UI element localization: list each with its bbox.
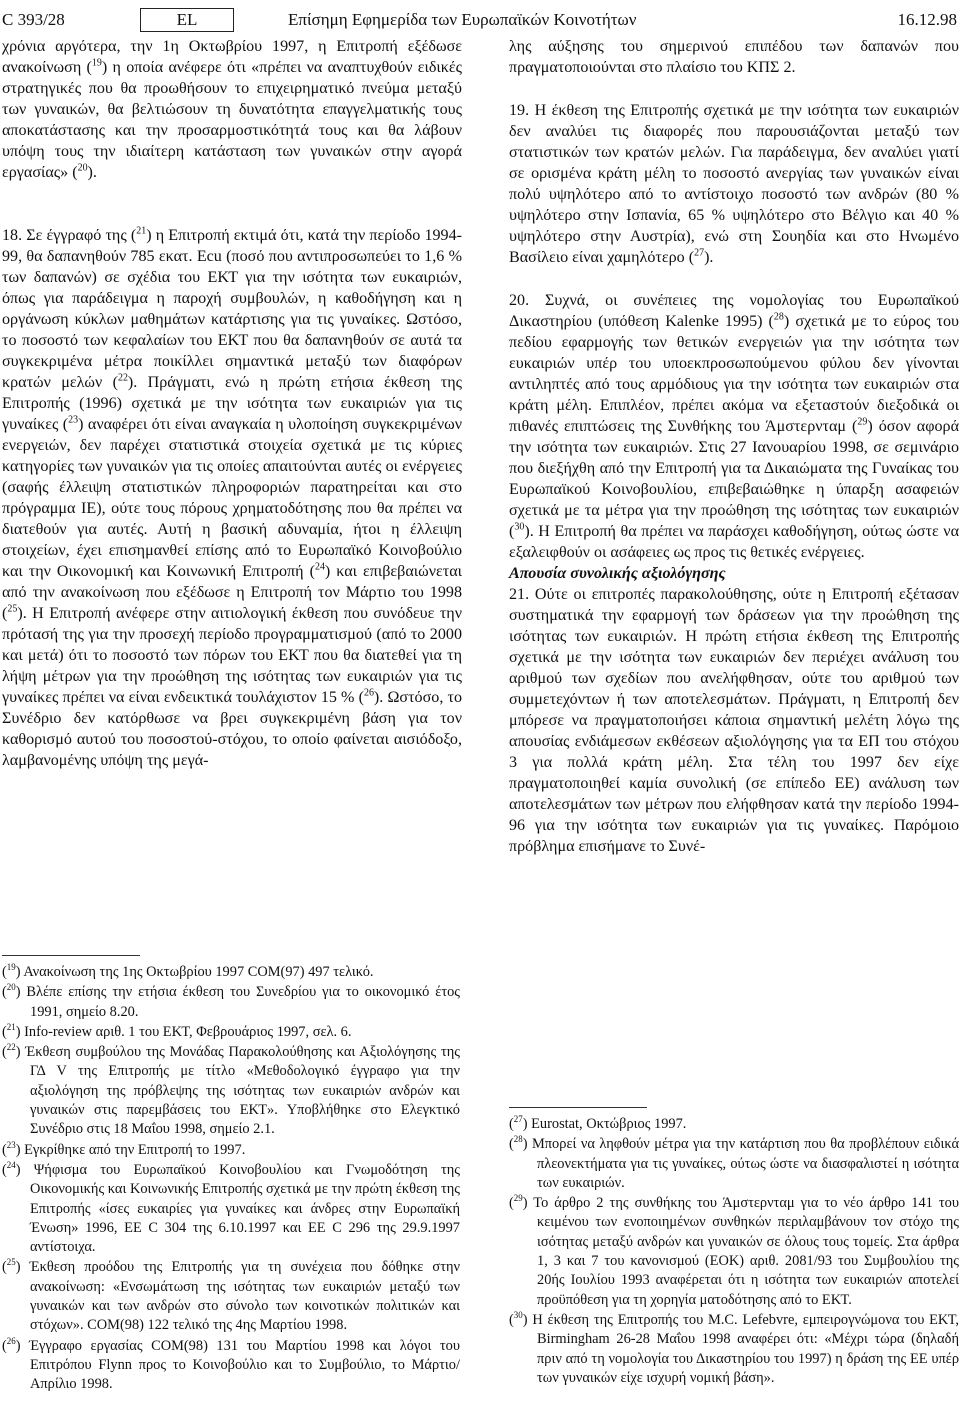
footnote: ($^{27}$) Eurostat, Οκτώβριος 1997. bbox=[509, 1114, 687, 1132]
footnote: ($^{25}$) Έκθεση προόδου της Επιτροπής για τη συνέχεια που δόθηκε στην ανακοίνωση: «Ενσωμάτωση της ισότητας των ευκαιριών μεταξύ των γυναικών και των ανδρών στο σύνολο των κοινοτικών πολιτικών και στόχων». COM(98) 122 τελικό της 4ης Μαρτίου 1998. bbox=[2, 1257, 461, 1334]
footnote-text: Εγκρίθηκε από την Επιτροπή το 1997. bbox=[24, 1141, 246, 1158]
paragraph-20: 20. Συχνά, οι συνέπειες της νομολογίας του Ευρωπαϊκού Δικαστηρίου (υπόθεση Kalenke 1995) ($^{28}$) σχετικά με το εύρος του πεδίου εφαρμογής των θετικών ενεργειών για την ισότητα των ευκαιριών υπέρ του υποεκπροσωπούμενου φύλου δεν γίνονται αντιληπτές από τους αρμόδιους για την ισότητα των ευκαιριών στα κράτη μέλη. Επιπλέον, πρέπει ακόμα να εξεταστούν διεξοδικά οι πιθανές επιπτώσεις της Συνθήκης του Άμστερνταμ ($^{29}$) όσον αφορά την ισότητα των ευκαιριών. Στις 27 Ιανουαρίου 1998, σε σεμινάριο που διεξήχθη από την Επιτροπή για τα Δικαιώματα της Γυναίκας του Ευρωπαϊκού Κοινοβουλίου, επιβεβαιώθηκε η ύπαρξη ασαφειών σχετικά με τα μέτρα για την προώθηση της ισότητας των ευκαιριών ($^{30}$). Η Επιτροπή θα πρέπει να παράσχει καθοδήγηση, ούτως ώστε να εξαλειφθούν οι ασάφειες ως προς τις θετικές ενέργειες. bbox=[509, 292, 959, 561]
footnote: ($^{29}$) Το άρθρο 2 της συνθήκης του Άμστερνταμ για το νέο άρθρο 141 του κειμένου των ενοποιημένων συνθηκών περιλαμβάνουν τον στόχο της ισότητας μεταξύ ανδρών και γυναικών σε όλους τους τομείς. Στα άρθρα 1, 3 και 7 του κανονισμού (ΕΟΚ) αριθ. 2081/93 του Συμβουλίου της 20ής Ιουλίου 1993 αναφέρεται ότι η ισότητα των ευκαιριών αποτελεί προϋπόθεση για τη χορηγία ματοδότησης από το ΕΚΤ. bbox=[509, 1193, 959, 1308]
footnote-number: 25 bbox=[6, 1257, 16, 1268]
footnote: ($^{30}$) Η έκθεση της Επιτροπής του M.C. Lefebvre, εμπειρογνώμονα του ΕΚΤ, Birmingham 26-28 Μαΐου 1998 αναφέρει ότι: «Μέχρι τώρα (δηλαδή πριν από τη νομολογία του Δικαστηρίου του 1997) η δράση της ΕΕ υπέρ των γυναικών είχε ισχυρή νομική βάση». bbox=[509, 1310, 960, 1386]
footnote-ref: 30 bbox=[514, 521, 525, 533]
journal-title: Επίσημη Εφημερίδα των Ευρωπαϊκών Κοινοτήτων bbox=[288, 10, 637, 29]
footnote-separator bbox=[2, 955, 140, 956]
section-heading: Απουσία συνολικής αξιολόγησης bbox=[509, 565, 726, 582]
paragraph: λης αύξησης του σημερινού επιπέδου των δαπανών που πραγματοποιούνται στο πλαίσιο του ΚΠΣ 2. bbox=[509, 38, 959, 76]
footnote-ref: 25 bbox=[7, 603, 18, 615]
paragraph-18: 18. Σε έγγραφό της ($^{21}$) η Επιτροπή εκτιμά ότι, κατά την περίοδο 1994-99, θα δαπανηθούν 785 εκατ. Ecu (ποσό που αντιπροσωπεύει το 1,6 % των δαπανών) σε σχέδια του ΕΚΤ για την ισότητα των ευκαιριών, όπως για παράδειγμα η παροχή συμβουλών, η καθοδήγηση και η οργάνωση κύκλων μαθημάτων κατάρτισης για τις γυναίκες. Ωστόσο, το ποσοστό των κεφαλαίων του ΕΚΤ που θα δαπανηθούν σε αυτά τα συγκεκριμένα μέτρα ποικίλλει σημαντικά μεταξύ των διαφόρων κρατών μελών ($^{22}$). Πράγματι, ενώ η πρώτη ετήσια έκθεση της Επιτροπής (1996) σχετικά με την ισότητα των ευκαιριών για τις γυναίκες ($^{23}$) αναφέρει ότι είναι αναγκαία η υλοποίηση συγκεκριμένων ενεργειών, δεν παρέχει στατιστικά στοιχεία σχετικά με τις κύριες κατηγορίες των γυναικών για τις οποίες απαιτούνται αυτές οι ενέργειες (σαφής έλλειψη στατιστικών πληροφοριών παρατηρείται και στο πρόγραμμα ΙΕ), ούτε τους πόρους χρηματοδότησης που θα πρέπει να διατεθούν για αυτές. Αυτή η βασική αδυναμία, ήτοι η έλλειψη στοιχείων, έχει επισημανθεί επίσης από το Ευρωπαϊκό Κοινοβούλιο και την Οικονομική και Κοινωνική Επιτροπή ($^{24}$) και επιβεβαιώνεται από την ανακοίνωση που εξέδωσε η Επιτροπή τον Μάρτιο του 1998 ($^{25}$). Η Επιτροπή ανέφερε στην αιτιολογική έκθεση που συνόδευε την πρότασή της για την προσεχή περίοδο προγραμματισμού (από το 2000 και μετά) ότι το ποσοστό των πόρων του ΕΚΤ που θα διατεθεί για τη λήψη μέτρων για την προώθηση της ισότητας των ευκαιριών για τις γυναίκες πρέπει να είναι ενδεικτικά τουλάχιστον 15 % ($^{26}$). Ωστόσο, το Συνέδριο δεν κατόρθωσε να βρει συγκεκριμένη βάση για τον καθορισμό αυτού του ποσοστού-στόχου, το οποίο φαίνεται αισιόδοξο, λαμβανομένης υπόψη της μεγά- bbox=[2, 225, 463, 769]
footnote: ($^{20}$) Βλέπε επίσης την ετήσια έκθεση του Συνεδρίου για το οικονομικό έτος 1991, σημείο 8.20. bbox=[2, 982, 460, 1020]
footnote: ($^{22}$) Έκθεση συμβούλου της Μονάδας Παρακολούθησης και Αξιολόγησης της ΓΔ V της Επιτροπής με τίτλο «Μεθοδολογικό έγγραφο για την αξιολόγηση της πρόβλεψης της ισότητας των ευκαιριών ανδρών και γυναικών στις παρεμβάσεις του ΕΚΤ». Υποβλήθηκε στο Ελεγκτικό Συνέδριο στις 18 Μαΐου 1998, σημείο 2.1. bbox=[2, 1042, 461, 1138]
footnote-number: 27 bbox=[513, 1114, 523, 1125]
footnote-number: 28 bbox=[513, 1134, 523, 1145]
footnote: ($^{28}$) Μπορεί να ληφθούν μέτρα για την κατάρτιση που θα προβλέπουν ειδικά πλεονεκτήματα για τις γυναίκες, ούτως ώστε να διασφαλιστεί η ισότητα των ευκαιριών. bbox=[509, 1134, 960, 1191]
footnote-ref: 24 bbox=[314, 561, 325, 573]
paragraph-19: 19. Η έκθεση της Επιτροπής σχετικά με την ισότητα των ευκαιριών δεν αναλύει τις διαφορές που παρουσιάζονται μεταξύ των στατιστικών των κρατών μελών. Για παράδειγμα, δεν αναλύει γιατί σε ορισμένα κράτη μέλη το ποσοστό ανεργίας των γυναικών είναι πολύ υψηλότερο από το αντίστοιχο ποσοστό των ανδρών (80 % υψηλότερο στην Ισπανία, 65 % υψηλότερο στο Βέλγιο και 40 % υψηλότερο στην Αυστρία), ενώ στη Σουηδία και στο Ηνωμένο Βασίλειο είναι χαμηλότερο ($^{27}$). bbox=[509, 102, 959, 266]
right-column bbox=[509, 36, 959, 857]
footnote-number: 20 bbox=[6, 982, 16, 993]
footnote-text: Info-review αριθ. 1 του ΕΚΤ, Φεβρουάριος 1997, σελ. 6. bbox=[24, 1023, 352, 1040]
footnote: ($^{19}$) Ανακοίνωση της 1ης Οκτωβρίου 1997 COM(97) 497 τελικό. bbox=[2, 962, 374, 980]
footnote-ref: 22 bbox=[117, 372, 128, 384]
footnote-ref: 20 bbox=[77, 162, 88, 174]
footnote-number: 29 bbox=[513, 1193, 523, 1204]
footnote: ($^{21}$) Info-review αριθ. 1 του ΕΚΤ, Φεβρουάριος 1997, σελ. 6. bbox=[2, 1022, 352, 1040]
language-badge: EL bbox=[140, 8, 234, 32]
footnote-text: Έγγραφο εργασίας COM(98) 131 του Μαρτίου 1998 και λόγοι του Επιτρόπου Flynn προς το Κοινοβούλιο και το Συμβούλιο, το Μάρτιο/Απρίλιο 1998. bbox=[29, 1337, 460, 1393]
footnote-number: 19 bbox=[6, 962, 16, 973]
footnote-ref: 19 bbox=[91, 57, 102, 69]
footnote-ref: 29 bbox=[857, 416, 868, 428]
page-header bbox=[2, 6, 957, 34]
footnote: ($^{23}$) Εγκρίθηκε από την Επιτροπή το 1997. bbox=[2, 1139, 246, 1158]
footnote-text: Ψήφισμα του Ευρωπαϊκού Κοινοβουλίου και Γνωμοδότηση της Οικονομικής και Κοινωνικής Επιτροπής σχετικά με την πρώτη έκθεση της Επιτροπής «ίσες ευκαιρίες για γυναίκες και άνδρες στην Ευρωπαϊκή Ένωση» 1996, ΕΕ C 304 της 6.10.1997 και ΕΕ C 296 της 29.9.1997 αντίστοιχα. bbox=[30, 1161, 460, 1256]
footnote-number: 26 bbox=[6, 1335, 16, 1346]
footnote-text: Βλέπε επίσης την ετήσια έκθεση του Συνεδρίου για το οικονομικό έτος 1991, σημείο 8.20. bbox=[26, 984, 460, 1020]
paragraph-21: 21. Ούτε οι επιτροπές παρακολούθησης, ούτε η Επιτροπή εξέτασαν συστηματικά την εφαρμογή των δράσεων για την προώθηση της ισότητας των ευκαιριών. Η πρώτη ετήσια έκθεση της Επιτροπής σχετικά με την ισότητα των ευκαιριών δεν περιέχει ανάλυση του αριθμού των σχεδίων που ανελήφθησαν, ούτε του αριθμού των συμμετεχόντων ή των αποτελεσμάτων. Πράγματι, η Επιτροπή δεν μπόρεσε να πραγματοποιήσει κάποια σημαντική μελέτη λόγω της απουσίας ενδιάμεσων εκθέσεων αξιολόγησης για τα ΕΠ του στόχου 3 για πολλά κράτη μέλη. Στα τέλη του 1997 δεν είχε πραγματοποιηθεί καμία συνολική (σε επίπεδο ΕΕ) ανάλυση των αποτελεσμάτων των μέτρων που ελήφθησαν κατά την περίοδο 1994-96 για την ισότητα των ευκαιριών για τις γυναίκες. Παρόμοιο πρόβλημα επισήμανε το Συνέ- bbox=[509, 586, 959, 855]
footnote-text: Έκθεση συμβούλου της Μονάδας Παρακολούθησης και Αξιολόγησης της ΓΔ V της Επιτροπής με τίτλο «Μεθοδολογικό έγγραφο για την αξιολόγηση της πρόβλεψης της ισότητας των ευκαιριών ανδρών και γυναικών στις παρεμβάσεις του ΕΚΤ». Υποβλήθηκε στο Ελεγκτικό Συνέδριο στις 18 Μαΐου 1998, σημείο 2.1. bbox=[25, 1044, 461, 1138]
footnote-ref: 28 bbox=[773, 311, 784, 323]
journal-reference: C 393/28 bbox=[2, 10, 65, 29]
footnote-number: 22 bbox=[6, 1042, 16, 1053]
footnote-number: 23 bbox=[6, 1139, 16, 1150]
footnote-number: 30 bbox=[513, 1310, 523, 1321]
footnote-text: Eurostat, Οκτώβριος 1997. bbox=[531, 1116, 687, 1132]
footnotes-left bbox=[2, 963, 460, 1396]
footnote-number: 21 bbox=[6, 1022, 16, 1033]
footnote-text: Έκθεση προόδου της Επιτροπής για τη συνέχεια που δόθηκε στην ανακοίνωση: «Ενσωμάτωση της ισότητας των ευκαιριών μεταξύ των γυναικών και των ανδρών στο σύνολο των κοινοτικών πολιτικών και στόχων». COM(98) 122 τελικό της 4ης Μαρτίου 1998. bbox=[29, 1259, 461, 1334]
paragraph: χρόνια αργότερα, την 1η Οκτωβρίου 1997, η Επιτροπή εξέδωσε ανακοίνωση ($^{19}$) η οποία ανέφερε ότι «πρέπει να αναπτυχθούν ειδικές στρατηγικές που θα προωθήσουν το επιχειρηματικό πνεύμα μεταξύ των γυναικών, θα βελτιώσουν τη δυνατότητα επαγγελματικής τους αποκατάστασης και την προσαρμοστικότητά τους και θα λάβουν υπόψη τους την ιδιαίτερη κατάσταση των γυναικών στην αγορά εργασίας» ($^{20}$). bbox=[2, 38, 462, 181]
issue-date: 16.12.98 bbox=[897, 10, 957, 29]
footnote-separator bbox=[509, 1107, 647, 1108]
left-column bbox=[2, 36, 462, 771]
footnote-ref: 27 bbox=[694, 247, 705, 259]
footnote-text: Ανακοίνωση της 1ης Οκτωβρίου 1997 COM(97) 497 τελικό. bbox=[23, 964, 374, 980]
footnote-ref: 23 bbox=[68, 414, 79, 426]
footnote: ($^{26}$) Έγγραφο εργασίας COM(98) 131 του Μαρτίου 1998 και λόγοι του Επιτρόπου Flynn προς το Κοινοβούλιο και το Συμβούλιο, το Μάρτιο/Απρίλιο 1998. bbox=[2, 1335, 460, 1393]
footnote-number: 24 bbox=[6, 1160, 16, 1171]
footnote: ($^{24}$) Ψήφισμα του Ευρωπαϊκού Κοινοβουλίου και Γνωμοδότηση της Οικονομικής και Κοινωνικής Επιτροπής σχετικά με την πρώτη έκθεση της Επιτροπής «ίσες ευκαιρίες για γυναίκες και άνδρες στην Ευρωπαϊκή Ένωση» 1996, ΕΕ C 304 της 6.10.1997 και ΕΕ C 296 της 29.9.1997 αντίστοιχα. bbox=[2, 1160, 460, 1256]
footnotes-right bbox=[509, 1115, 959, 1389]
footnote-ref: 26 bbox=[363, 687, 374, 699]
footnote-text: Η έκθεση της Επιτροπής του M.C. Lefebvre, εμπειρογνώμονα του ΕΚΤ, Birmingham 26-28 Μαΐου 1998 αναφέρει ότι: «Μέχρι τώρα (δηλαδή πριν από τη νομολογία του Δικαστηρίου του 1997) η δράση της ΕΕ υπέρ των γυναικών είχε ισχυρή νομική βάση». bbox=[532, 1311, 960, 1386]
footnote-ref: 21 bbox=[136, 225, 147, 237]
footnote-text: Το άρθρο 2 της συνθήκης του Άμστερνταμ για το νέο άρθρο 141 του κειμένου των ενοποιημένων συνθηκών περιλαμβάνουν τον στόχο της ισότητας μεταξύ ανδρών και γυναικών σε όλους τους τομείς. Στα άρθρα 1, 3 και 7 του κανονισμού (ΕΟΚ) αριθ. 2081/93 του Συμβουλίου της 20ής Ιουλίου 1993 αναφέρεται ότι η ισότητα των ευκαιριών αποτελεί προϋπόθεση για τη χορηγία ματοδότησης από το ΕΚΤ. bbox=[533, 1195, 959, 1308]
footnote-text: Μπορεί να ληφθούν μέτρα για την κατάρτιση που θα προβλέπουν ειδικά πλεονεκτήματα για τις γυναίκες, ούτως ώστε να διασφαλιστεί η ισότητα των ευκαιριών. bbox=[532, 1136, 960, 1191]
